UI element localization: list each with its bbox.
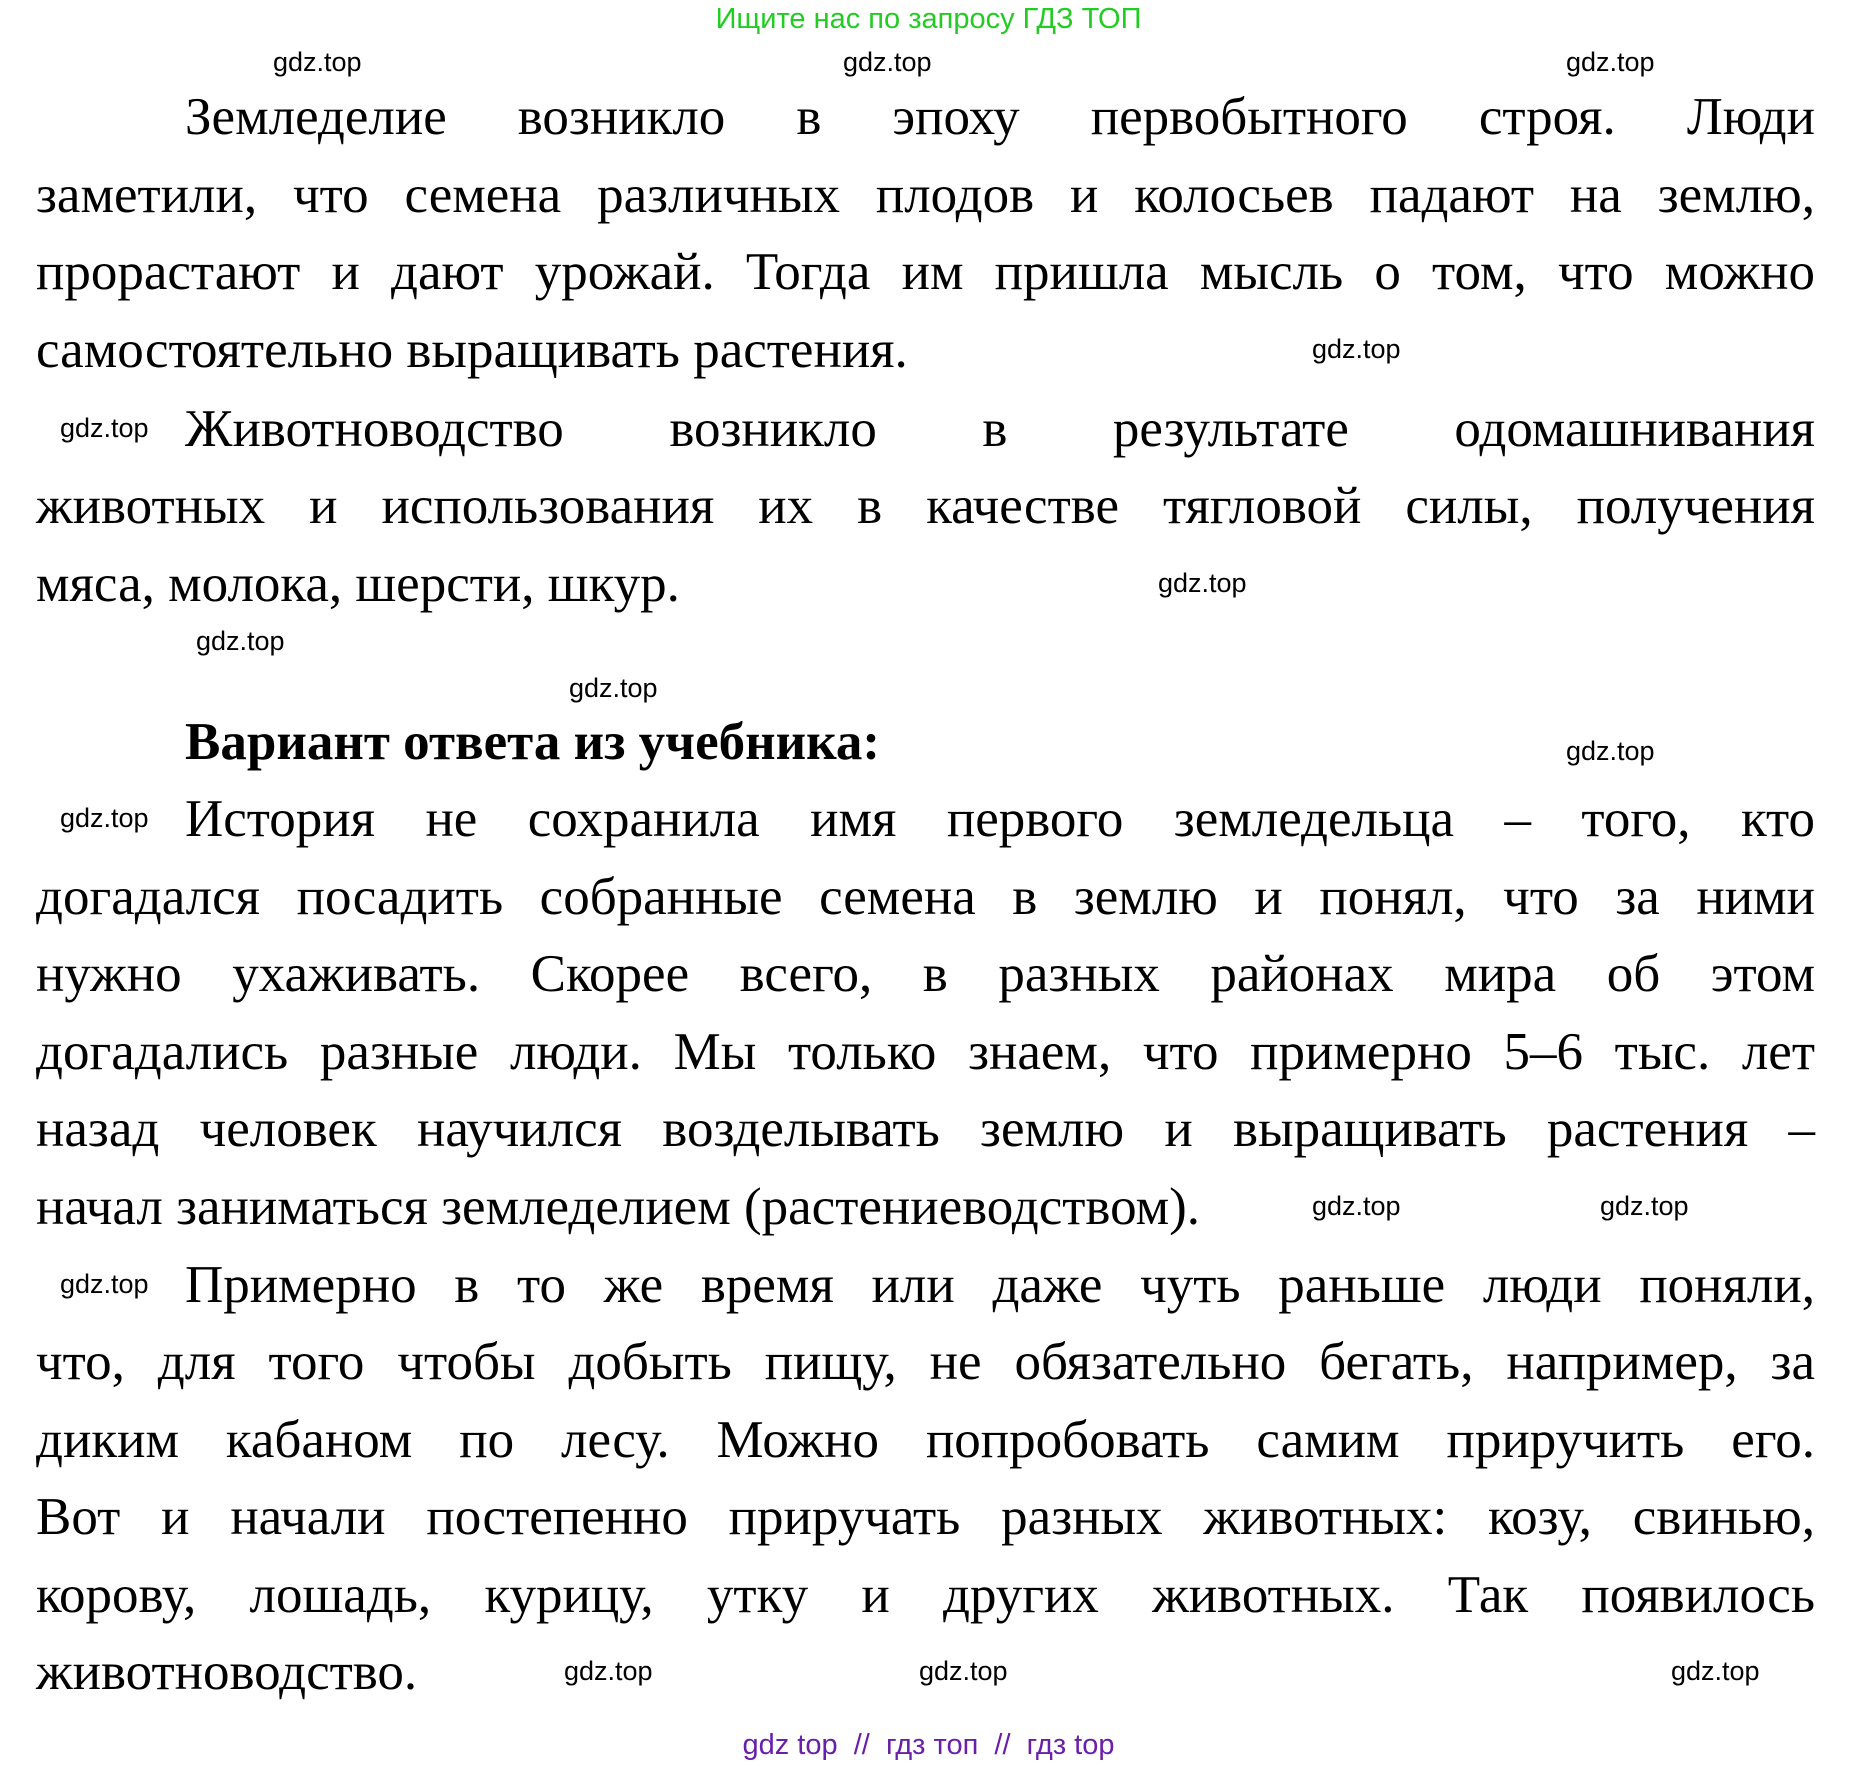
watermark-text: gdz.top [919,1656,1008,1686]
watermark-text: gdz.top [273,47,362,77]
text-line: прорастают и дают урожай. Тогда им пришла мысль о том, что можно [36,243,1815,301]
text-line: назад человек научился возделывать землю и выращивать растения – [36,1100,1815,1158]
text-line: История не сохранила имя первого земледельца – того, кто [185,790,1815,848]
watermark-text: gdz.top [60,803,149,833]
text-line: заметили, что семена различных плодов и колосьев падают на землю, [36,166,1815,224]
text-line: животноводство. [36,1643,418,1701]
text-line: догадался посадить собранные семена в землю и понял, что за ними [36,868,1815,926]
watermark-text: gdz.top [1671,1656,1760,1686]
text-line: Земледелие возникло в эпоху первобытного строя. Люди [185,88,1815,146]
search-banner: Ищите нас по запросу ГДЗ ТОП [715,3,1142,35]
text-line: Животноводство возникло в результате одомашнивания [185,400,1815,458]
watermark-text: gdz.top [569,673,658,703]
text-line: начал заниматься земледелием (растениеводством). [36,1178,1201,1236]
watermark-text: gdz.top [1158,568,1247,598]
text-line: Вот и начали постепенно приручать разных животных: козу, свинью, [36,1488,1815,1546]
text-line: корову, лошадь, курицу, утку и других животных. Так появилось [36,1566,1815,1624]
watermark-text: gdz.top [196,626,285,656]
watermark-text: gdz.top [60,413,149,443]
watermark-text: gdz.top [1566,736,1655,766]
text-line: догадались разные люди. Мы только знаем, что примерно 5–6 тыс. лет [36,1023,1815,1081]
text-line: Примерно в то же время или даже чуть раньше люди поняли, [185,1256,1815,1314]
text-line: самостоятельно выращивать растения. [36,321,908,379]
watermark-text: gdz.top [1600,1191,1689,1221]
text-line: что, для того чтобы добыть пищу, не обязательно бегать, например, за [36,1333,1815,1391]
text-line: животных и использования их в качестве тягловой силы, получения [36,477,1815,535]
footer-banner: gdz top // гдз топ // гдз top [742,1729,1115,1761]
section-heading: Вариант ответа из учебника: [185,713,881,771]
watermark-text: gdz.top [1312,1191,1401,1221]
watermark-text: gdz.top [60,1269,149,1299]
watermark-text: gdz.top [564,1656,653,1686]
watermark-text: gdz.top [1566,47,1655,77]
text-line: мяса, молока, шерсти, шкур. [36,555,680,613]
text-line: нужно ухаживать. Скорее всего, в разных районах мира об этом [36,945,1815,1003]
watermark-text: gdz.top [843,47,932,77]
text-line: диким кабаном по лесу. Можно попробовать самим приручить его. [36,1411,1815,1469]
watermark-text: gdz.top [1312,334,1401,364]
